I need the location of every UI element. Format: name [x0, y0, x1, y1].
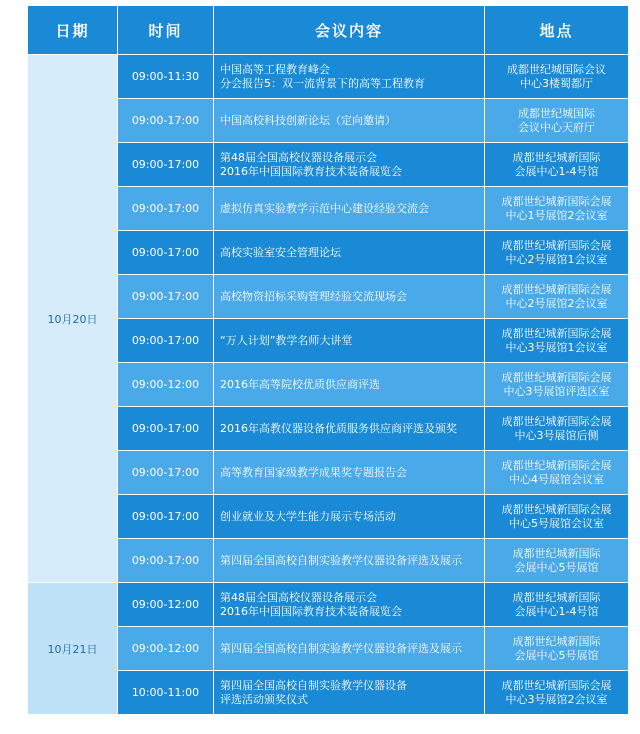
- location-line: 中心2号展馆2会议室: [505, 296, 608, 310]
- location-line: 成都世纪城新国际会展: [501, 370, 612, 384]
- table-row: [28, 187, 629, 231]
- content-cell: [214, 363, 485, 407]
- header-row: [28, 6, 629, 55]
- location-line: 成都世纪城新国际会展: [501, 414, 612, 428]
- content-cell: [214, 495, 485, 539]
- location-line: 中心3楼蜀都厅: [520, 76, 593, 90]
- location-line: 会议中心天府厅: [518, 120, 595, 134]
- table-row: [28, 55, 629, 99]
- content-cell: [214, 143, 485, 187]
- content-cell: [214, 451, 485, 495]
- location-line: 成都世纪城新国际会展: [501, 678, 612, 692]
- location-cell: [485, 55, 629, 99]
- table-row: [28, 539, 629, 583]
- content-line: 2016年中国国际教育技术装备展览会: [220, 604, 402, 618]
- content-cell: [214, 319, 485, 363]
- location-line: 成都世纪城新国际会展: [501, 238, 612, 252]
- location-line: 成都世纪城新国际: [512, 590, 601, 604]
- time-cell: 09:00-17:00: [118, 319, 214, 363]
- time-cell: 09:00-12:00: [118, 627, 214, 671]
- location-cell: [485, 451, 629, 495]
- location-line: 中心4号展馆会议室: [509, 472, 604, 486]
- location-line: 中心2号展馆1会议室: [505, 252, 608, 266]
- location-line: 成都世纪城新国际会展: [501, 458, 612, 472]
- content-line: 创业就业及大学生能力展示专场活动: [220, 509, 396, 523]
- time-cell: 09:00-17:00: [118, 275, 214, 319]
- header-content: 会议内容: [214, 6, 485, 55]
- content-line: 第48届全国高校仪器设备展示会: [220, 590, 377, 604]
- content-cell: [214, 55, 485, 99]
- location-cell: [485, 187, 629, 231]
- content-cell: [214, 583, 485, 627]
- content-cell: [214, 407, 485, 451]
- location-line: 会展中心5号展馆: [514, 648, 599, 662]
- table-row: [28, 231, 629, 275]
- content-line: 中国高校科技创新论坛（定向邀请）: [220, 113, 396, 127]
- location-line: 会展中心5号展馆: [514, 560, 599, 574]
- time-cell: 09:00-17:00: [118, 539, 214, 583]
- location-line: 中心5号展馆会议室: [509, 516, 604, 530]
- content-line: 2016年中国国际教育技术装备展览会: [220, 164, 402, 178]
- location-cell: [485, 99, 629, 143]
- table-row: [28, 407, 629, 451]
- location-line: 中心3号展馆2会议室: [505, 692, 608, 706]
- schedule-table: [27, 5, 629, 715]
- location-line: 会展中心1-4号馆: [514, 164, 599, 178]
- table-row: [28, 275, 629, 319]
- location-line: 中心3号展馆评选区室: [503, 384, 610, 398]
- time-cell: 09:00-17:00: [118, 231, 214, 275]
- location-cell: [485, 627, 629, 671]
- table-row: [28, 583, 629, 627]
- date-cell: 10月21日: [28, 583, 118, 715]
- content-line: 第四届全国高校自制实验教学仪器设备评选及展示: [220, 553, 462, 567]
- location-line: 中心1号展馆2会议室: [505, 208, 608, 222]
- location-cell: [485, 583, 629, 627]
- location-line: 成都世纪城国际: [518, 106, 595, 120]
- time-cell: 09:00-17:00: [118, 187, 214, 231]
- content-line: 高校实验室安全管理论坛: [220, 245, 341, 259]
- content-cell: [214, 671, 485, 715]
- content-line: 中国高等工程教育峰会: [220, 62, 330, 76]
- content-cell: [214, 539, 485, 583]
- location-line: 中心3号展馆1会议室: [505, 340, 608, 354]
- location-cell: [485, 407, 629, 451]
- schedule-frame: [27, 5, 628, 715]
- header-location: 地点: [485, 6, 629, 55]
- location-line: 成都世纪城新国际会展: [501, 502, 612, 516]
- content-line: 评选活动颁奖仪式: [220, 692, 308, 706]
- content-line: “万人计划”教学名师大讲堂: [220, 333, 353, 347]
- content-cell: [214, 231, 485, 275]
- content-line: 高等教育国家级教学成果奖专题报告会: [220, 465, 407, 479]
- location-line: 成都世纪城新国际: [512, 634, 601, 648]
- location-line: 成都世纪城新国际会展: [501, 282, 612, 296]
- location-line: 成都世纪城新国际会展: [501, 326, 612, 340]
- location-line: 会展中心1-4号馆: [514, 604, 599, 618]
- content-line: 2016年高等院校优质供应商评选: [220, 377, 380, 391]
- content-line: 第四届全国高校自制实验教学仪器设备: [220, 678, 407, 692]
- time-cell: 09:00-12:00: [118, 583, 214, 627]
- content-line: 2016年高教仪器设备优质服务供应商评选及颁奖: [220, 421, 457, 435]
- content-cell: [214, 627, 485, 671]
- location-line: 成都世纪城新国际会展: [501, 194, 612, 208]
- location-line: 成都世纪城新国际: [512, 546, 601, 560]
- location-cell: [485, 319, 629, 363]
- table-row: [28, 143, 629, 187]
- location-cell: [485, 143, 629, 187]
- table-row: [28, 671, 629, 715]
- time-cell: 09:00-17:00: [118, 99, 214, 143]
- content-line: 高校物资招标采购管理经验交流现场会: [220, 289, 407, 303]
- content-line: 第48届全国高校仪器设备展示会: [220, 150, 377, 164]
- time-cell: 09:00-11:30: [118, 55, 214, 99]
- time-cell: 09:00-17:00: [118, 495, 214, 539]
- time-cell: 09:00-17:00: [118, 451, 214, 495]
- content-line: 分会报告5：双一流背景下的高等工程教育: [220, 76, 425, 90]
- content-cell: [214, 99, 485, 143]
- content-line: 虚拟仿真实验教学示范中心建设经验交流会: [220, 201, 429, 215]
- location-line: 中心3号展馆后侧: [514, 428, 599, 442]
- location-cell: [485, 231, 629, 275]
- time-cell: 09:00-17:00: [118, 407, 214, 451]
- table-row: [28, 495, 629, 539]
- location-line: 成都世纪城新国际: [512, 150, 601, 164]
- location-cell: [485, 495, 629, 539]
- table-row: [28, 99, 629, 143]
- table-row: [28, 319, 629, 363]
- time-cell: 10:00-11:00: [118, 671, 214, 715]
- location-cell: [485, 539, 629, 583]
- table-row: [28, 451, 629, 495]
- table-row: [28, 627, 629, 671]
- schedule-body: [28, 55, 629, 715]
- date-cell: 10月20日: [28, 55, 118, 583]
- location-cell: [485, 363, 629, 407]
- location-cell: [485, 671, 629, 715]
- location-cell: [485, 275, 629, 319]
- location-line: 成都世纪城国际会议: [507, 62, 606, 76]
- table-row: [28, 363, 629, 407]
- time-cell: 09:00-12:00: [118, 363, 214, 407]
- header-date: 日期: [28, 6, 118, 55]
- content-cell: [214, 275, 485, 319]
- time-cell: 09:00-17:00: [118, 143, 214, 187]
- content-cell: [214, 187, 485, 231]
- header-time: 时间: [118, 6, 214, 55]
- content-line: 第四届全国高校自制实验教学仪器设备评选及展示: [220, 641, 462, 655]
